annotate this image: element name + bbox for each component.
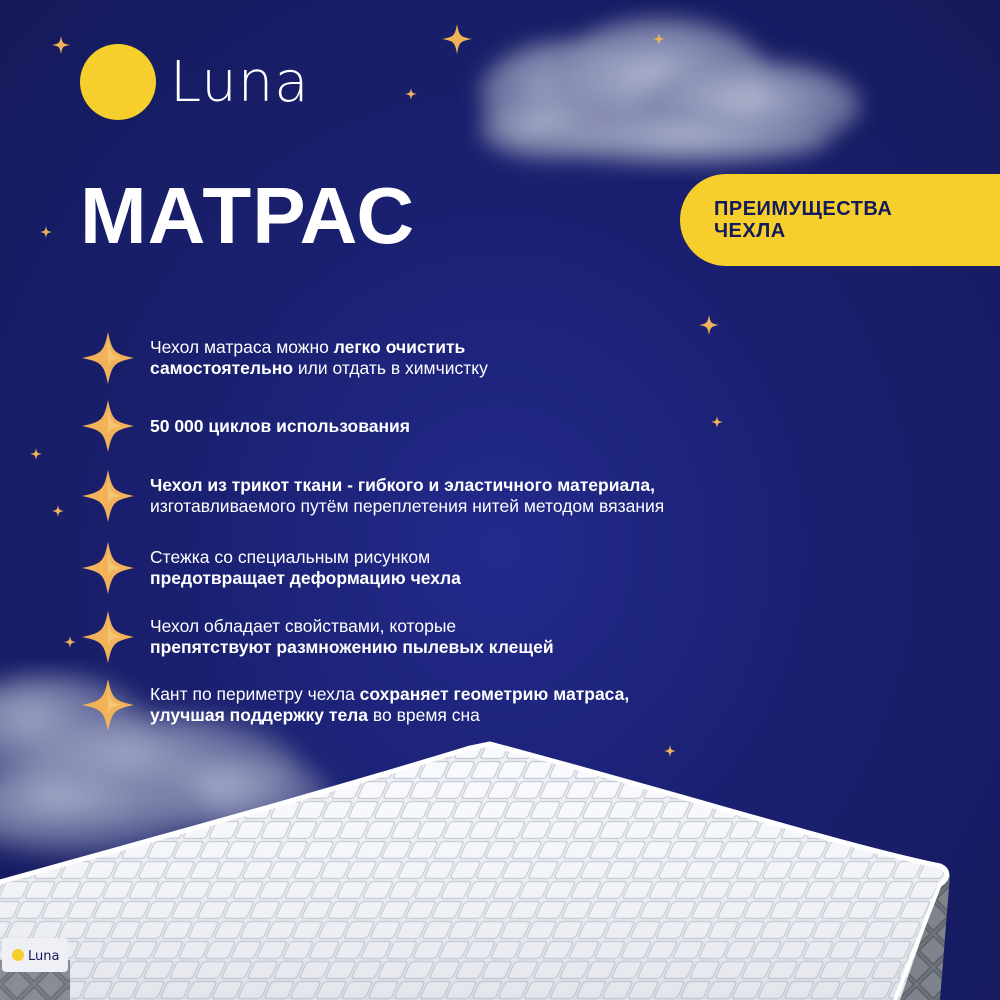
benefit-text: Стежка со специальным рисунком — [150, 547, 431, 567]
benefit-text-bold: улучшая поддержку тела — [150, 705, 369, 725]
benefit-text-bold: 50 000 циклов использования — [150, 415, 411, 436]
benefit-text-bold: сохраняет геометрию матраса, — [359, 684, 630, 704]
benefit-text: Чехол обладает свойствами, которые — [150, 616, 457, 636]
benefit-text-bold: легко очистить — [333, 337, 466, 357]
benefit-text-bold: препятствуют размножению пылевых клещей — [150, 637, 554, 657]
badge-label: ПРЕИМУЩЕСТВА ЧЕХЛА — [714, 198, 893, 242]
benefit-text: Чехол матраса можно — [150, 337, 334, 357]
benefit-text-bold: предотвращает деформацию чехла — [150, 568, 461, 588]
benefit-text: во время сна — [368, 705, 480, 725]
brand-name: Luna — [170, 49, 310, 115]
page-title: МАТРАС — [80, 171, 416, 260]
benefit-text: изготавливаемого путём переплетения нитей методом вязания — [150, 496, 665, 516]
benefit-text-bold: самостоятельно — [150, 358, 294, 378]
benefit-text: Кант по периметру чехла — [150, 684, 360, 704]
benefit-text-bold: Чехол из трикот ткани - гибкого и эластичного материала, — [150, 475, 655, 495]
benefit-text: или отдать в химчистку — [293, 358, 488, 378]
mattress-brand-label: Luna — [28, 949, 60, 964]
